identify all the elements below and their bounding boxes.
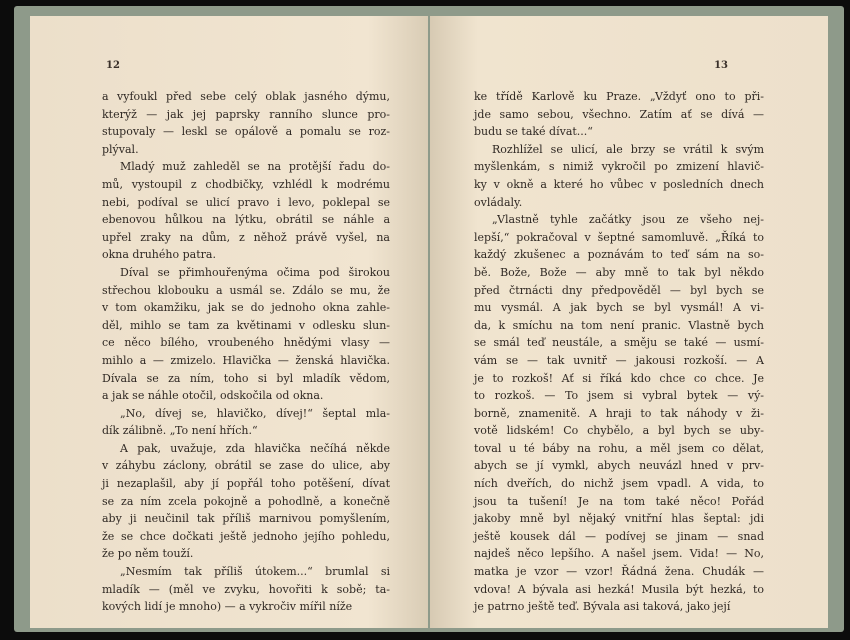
- text-line: A pak, uvažuje, zda hlavička nečíhá někde: [120, 441, 390, 455]
- text-line: toval u té báby na rohu, a měl jsem co dělat,: [474, 441, 764, 455]
- text-line: jakoby mně byl nějaký vnitřní hlas šeptal: jdi: [474, 512, 764, 526]
- text-line: Rozhlížel se ulicí, ale brzy se vrátil k svým: [492, 142, 764, 156]
- text-line: a vyfoukl před sebe celý oblak jasného dýmu,: [102, 90, 390, 103]
- text-line: střechou klobouku a usmál se. Zdálo se mu, že: [102, 283, 390, 297]
- text-line: myšlenkám, s nimiž vykročil po zmizení hlavič-: [474, 160, 764, 174]
- text-line: každý zkušenec a poznávám to teď sám na so-: [474, 248, 764, 262]
- text-line: před čtrnácti dny předpověděl — byl bych se: [474, 283, 764, 297]
- text-line: Mladý muž zahleděl se na protější řadu do-: [120, 160, 390, 174]
- right-page-text: [474, 88, 764, 616]
- text-line: jde samo sebou, všechno. Zatím ať se dívá —: [474, 107, 764, 121]
- text-line: se za ním zcela pokojně a pohodlně, a konečně: [102, 494, 390, 508]
- left-page-text: [102, 88, 390, 616]
- text-line: ky v okně a které ho vůbec v posledních dnech: [474, 177, 764, 191]
- text-line: se smál teď neustále, a směju se také — usmí-: [474, 336, 764, 350]
- text-line: borně, znamenitě. A hraji to tak náhody v ži-: [474, 406, 764, 420]
- text-line: dík zálibně. „To není hřích.“: [102, 424, 258, 438]
- text-line: vdova! A bývala asi hezká! Musila být hezká, to: [474, 582, 764, 596]
- text-line: děl, mihlo se tam za květinami v odlesku slun-: [102, 318, 390, 332]
- text-line: ji nezaplašil, aby jí popřál toho potěšení, dívat: [102, 477, 390, 491]
- text-line: že se chce dočkati ještě jednoho jejího pohledu,: [102, 529, 390, 543]
- text-line: abych se jí vymkl, abych neuvázl hned v prv-: [474, 459, 764, 473]
- text-line: a jak se náhle otočil, odskočila od okna.: [102, 389, 324, 403]
- text-line: ebenovou hůlkou na lýtku, obrátil se náhle a: [102, 213, 390, 227]
- text-line: mu vysmál. A jak bych se byl vysmál! A vi-: [474, 301, 764, 315]
- text-line: plýval.: [102, 142, 139, 156]
- text-line: že po něm touží.: [102, 547, 194, 561]
- text-line: matka je vzor — vzor! Řádná žena. Chudák —: [474, 565, 764, 579]
- text-line: ovládaly.: [474, 195, 523, 209]
- text-line: vám se — tak uvnitř — jakousi rozkoší. — A: [474, 353, 764, 367]
- text-line: ke třídě Karlově ku Praze. „Vždyť ono to při-: [474, 90, 764, 103]
- right-page: [430, 16, 828, 628]
- text-line: je patrno ještě teď. Bývala asi taková, jako její: [474, 600, 731, 614]
- text-line: budu se také dívat...“: [474, 125, 593, 139]
- text-line: Díval se přimhouřenýma očima pod širokou: [120, 265, 390, 279]
- text-line: jsou ta tušení! Je na tom také něco! Pořád: [474, 494, 764, 508]
- right-page-number: 13: [714, 60, 728, 71]
- open-book: [14, 6, 844, 632]
- left-page: [30, 16, 428, 628]
- text-line: ještě kousek dál — podívej se jinam — snad: [474, 529, 764, 543]
- left-page-number: 12: [106, 60, 120, 71]
- text-line: v tom okamžiku, jak se do jednoho okna zahle-: [102, 301, 390, 315]
- text-line: aby ji neučinil tak příliš marnivou pomyšlením,: [102, 512, 390, 526]
- text-line: da, k smíchu na tom není pranic. Vlastně bych: [474, 318, 764, 332]
- text-line: to rozkoš. — To jsem si vybral bytek — vý-: [474, 389, 764, 403]
- text-line: „Nesmím tak příliš útokem...“ brumlal si: [120, 565, 390, 579]
- text-line: ních dveřích, do nichž jsem vpadl. A vida, to: [474, 477, 764, 491]
- text-line: v záhybu záclony, obrátil se zase do ulice, aby: [102, 459, 390, 473]
- text-line: lepší,“ pokračoval v šeptné samomluvě. „Říká to: [474, 230, 764, 244]
- text-line: Dívala se za ním, toho si byl mladík vědom,: [102, 371, 390, 385]
- text-line: je to rozkoš! Ať si říká kdo chce co chce. Je: [474, 371, 764, 385]
- text-line: nebi, podíval se ulicí pravo i levo, poklepal se: [102, 195, 390, 209]
- text-line: mihlo a — zmizelo. Hlavička — ženská hlavička.: [102, 353, 390, 367]
- text-line: bě. Bože, Bože — aby mně to tak byl někdo: [474, 265, 764, 279]
- text-line: mladík — (měl ve zvyku, hovořiti k sobě; ta-: [102, 582, 390, 596]
- text-line: upřel zraky na dům, z něhož právě vyšel, na: [102, 230, 390, 244]
- text-line: „No, dívej se, hlavičko, dívej!“ šeptal mla-: [120, 406, 390, 420]
- text-line: stupovaly — leskl se opálově a pomalu se roz-: [102, 125, 390, 139]
- text-line: najdeš něco lepšího. A našel jsem. Vida! — No,: [474, 547, 764, 561]
- text-line: mů, vystoupil z chodbičky, vzhlédl k modrému: [102, 177, 390, 191]
- text-line: votě lidském! Co chybělo, a byl bych se uby-: [474, 424, 764, 438]
- text-line: kterýž — jak jej paprsky ranního slunce pro-: [102, 107, 390, 121]
- text-line: ce něco bílého, vroubeného hnědými vlasy —: [102, 336, 390, 350]
- text-line: „Vlastně tyhle začátky jsou ze všeho nej-: [492, 213, 764, 227]
- text-line: kových lidí je mnoho) — a vykročiv mířil níže: [102, 600, 353, 614]
- text-line: okna druhého patra.: [102, 248, 216, 262]
